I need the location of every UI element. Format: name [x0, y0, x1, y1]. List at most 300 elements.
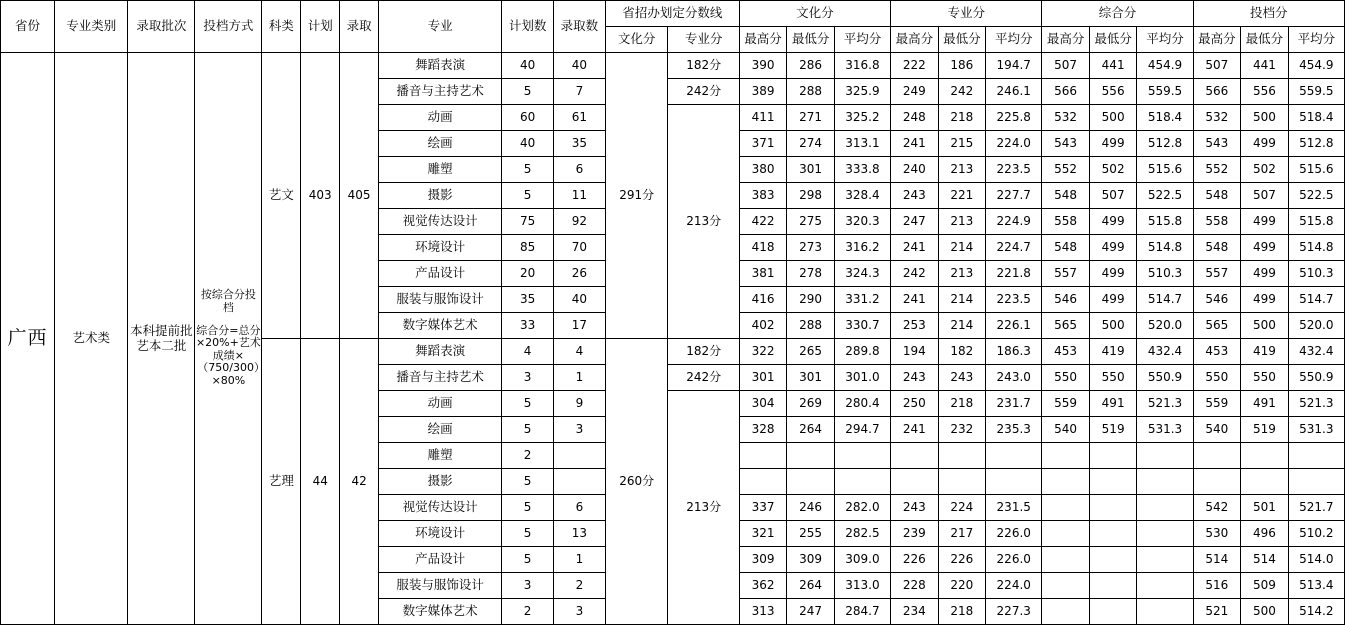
cell-culture-min: 264	[787, 417, 835, 443]
col-line-culture: 文化分	[605, 27, 668, 53]
cell-method: 按综合分投档 综合分=总分×20%+艺术成绩×（750/300）×80%	[195, 53, 262, 625]
cell-major-avg: 246.1	[986, 79, 1042, 105]
cell-filing-max: 548	[1193, 235, 1241, 261]
cell-major-name: 绘画	[379, 131, 502, 157]
cell-major-name: 服装与服饰设计	[379, 287, 502, 313]
cell-filing-max: 514	[1193, 547, 1241, 573]
cell-comp-avg	[1137, 547, 1193, 573]
cell-culture-avg: 325.9	[834, 79, 890, 105]
cell-culture-max: 402	[739, 313, 787, 339]
cell-plan-count: 3	[502, 573, 554, 599]
cell-culture-avg: 330.7	[834, 313, 890, 339]
cell-major-max: 242	[891, 261, 939, 287]
cell-comp-avg	[1137, 469, 1193, 495]
col-major: 专业	[379, 1, 502, 53]
cell-comp-min: 419	[1089, 339, 1137, 365]
cell-filing-avg: 454.9	[1288, 53, 1344, 79]
col-admitted-count: 录取数	[554, 1, 606, 53]
cell-comp-max	[1042, 521, 1090, 547]
col-major-avg: 平均分	[986, 27, 1042, 53]
cell-culture-avg: 309.0	[834, 547, 890, 573]
cell-comp-min: 500	[1089, 105, 1137, 131]
col-subject: 科类	[262, 1, 301, 53]
cell-major-avg: 224.7	[986, 235, 1042, 261]
cell-admitted-count: 7	[554, 79, 606, 105]
cell-admitted-count: 13	[554, 521, 606, 547]
cell-culture-max: 322	[739, 339, 787, 365]
cell-culture-avg: 325.2	[834, 105, 890, 131]
cell-major-min: 213	[938, 261, 986, 287]
cell-filing-min: 556	[1241, 79, 1289, 105]
cell-major-name: 播音与主持艺术	[379, 79, 502, 105]
cell-major-min: 221	[938, 183, 986, 209]
cell-culture-avg: 282.0	[834, 495, 890, 521]
cell-filing-min: 507	[1241, 183, 1289, 209]
col-province: 省份	[1, 1, 55, 53]
cell-major-min: 232	[938, 417, 986, 443]
cell-comp-avg	[1137, 443, 1193, 469]
cell-filing-min	[1241, 469, 1289, 495]
cell-comp-max: 558	[1042, 209, 1090, 235]
cell-filing-avg: 515.6	[1288, 157, 1344, 183]
cell-filing-min: 519	[1241, 417, 1289, 443]
col-plan: 计划	[301, 1, 340, 53]
cell-major-max	[891, 469, 939, 495]
col-batch: 录取批次	[128, 1, 195, 53]
cell-filing-max	[1193, 443, 1241, 469]
cell-comp-avg	[1137, 573, 1193, 599]
col-filing-avg: 平均分	[1288, 27, 1344, 53]
cell-plan-count: 5	[502, 495, 554, 521]
cell-admitted-count: 9	[554, 391, 606, 417]
cell-major-max: 243	[891, 365, 939, 391]
cell-admitted-count	[554, 443, 606, 469]
cell-subject: 艺文	[262, 53, 301, 339]
cell-comp-min: 502	[1089, 157, 1137, 183]
cell-comp-min	[1089, 599, 1137, 625]
cell-major-min: 242	[938, 79, 986, 105]
cell-filing-avg: 521.7	[1288, 495, 1344, 521]
cell-major-min: 220	[938, 573, 986, 599]
cell-filing-avg: 512.8	[1288, 131, 1344, 157]
cell-major-avg: 225.8	[986, 105, 1042, 131]
cell-filing-avg: 550.9	[1288, 365, 1344, 391]
cell-culture-max: 422	[739, 209, 787, 235]
col-filing-min: 最低分	[1241, 27, 1289, 53]
cell-comp-avg	[1137, 495, 1193, 521]
cell-comp-avg: 514.8	[1137, 235, 1193, 261]
cell-major-max: 240	[891, 157, 939, 183]
cell-culture-min: 247	[787, 599, 835, 625]
cell-filing-min: 500	[1241, 313, 1289, 339]
cell-culture-min: 288	[787, 313, 835, 339]
cell-major-max: 241	[891, 287, 939, 313]
cell-major-name: 环境设计	[379, 521, 502, 547]
cell-line-culture: 291分	[605, 53, 668, 339]
cell-major-name: 摄影	[379, 469, 502, 495]
cell-comp-max	[1042, 573, 1090, 599]
cell-major-avg: 226.0	[986, 521, 1042, 547]
cell-filing-avg: 510.2	[1288, 521, 1344, 547]
cell-major-max: 243	[891, 183, 939, 209]
cell-comp-avg: 518.4	[1137, 105, 1193, 131]
cell-culture-avg: 280.4	[834, 391, 890, 417]
cell-major-name: 服装与服饰设计	[379, 573, 502, 599]
cell-major-min: 182	[938, 339, 986, 365]
cell-major-max: 250	[891, 391, 939, 417]
cell-group-admitted: 405	[340, 53, 379, 339]
cell-filing-avg: 559.5	[1288, 79, 1344, 105]
cell-admitted-count: 92	[554, 209, 606, 235]
cell-major-max: 241	[891, 131, 939, 157]
cell-filing-min: 499	[1241, 131, 1289, 157]
col-major-max: 最高分	[891, 27, 939, 53]
cell-major-max: 241	[891, 235, 939, 261]
cell-major-min: 214	[938, 235, 986, 261]
col-comprehensive-scores: 综合分	[1042, 1, 1193, 27]
cell-comp-max: 507	[1042, 53, 1090, 79]
cell-line-major: 213分	[668, 391, 739, 625]
cell-plan-count: 85	[502, 235, 554, 261]
cell-culture-avg: 324.3	[834, 261, 890, 287]
col-provincial-lines: 省招办划定分数线	[605, 1, 739, 27]
cell-comp-min: 519	[1089, 417, 1137, 443]
cell-filing-min: 502	[1241, 157, 1289, 183]
cell-culture-min: 273	[787, 235, 835, 261]
cell-culture-min	[787, 469, 835, 495]
col-culture-scores: 文化分	[739, 1, 890, 27]
cell-major-avg: 194.7	[986, 53, 1042, 79]
cell-culture-avg: 284.7	[834, 599, 890, 625]
cell-filing-min: 500	[1241, 105, 1289, 131]
cell-comp-max	[1042, 599, 1090, 625]
cell-filing-max: 546	[1193, 287, 1241, 313]
cell-comp-avg: 512.8	[1137, 131, 1193, 157]
cell-major-name: 舞蹈表演	[379, 339, 502, 365]
col-method: 投档方式	[195, 1, 262, 53]
cell-major-avg: 224.0	[986, 573, 1042, 599]
cell-comp-max: 546	[1042, 287, 1090, 313]
cell-plan-count: 5	[502, 521, 554, 547]
cell-culture-avg: 282.5	[834, 521, 890, 547]
cell-plan-count: 20	[502, 261, 554, 287]
cell-filing-avg: 513.4	[1288, 573, 1344, 599]
cell-culture-avg: 301.0	[834, 365, 890, 391]
header-row-1	[1, 1, 1345, 27]
cell-major-min: 217	[938, 521, 986, 547]
cell-culture-min: 264	[787, 573, 835, 599]
cell-comp-max: 543	[1042, 131, 1090, 157]
cell-major-avg	[986, 443, 1042, 469]
cell-major-max: 248	[891, 105, 939, 131]
cell-culture-avg: 313.0	[834, 573, 890, 599]
cell-major-avg: 231.7	[986, 391, 1042, 417]
cell-comp-max	[1042, 469, 1090, 495]
cell-filing-max: 542	[1193, 495, 1241, 521]
cell-group-plan: 44	[301, 339, 340, 625]
cell-culture-avg: 328.4	[834, 183, 890, 209]
cell-filing-max: 453	[1193, 339, 1241, 365]
cell-plan-count: 5	[502, 547, 554, 573]
cell-comp-avg: 510.3	[1137, 261, 1193, 287]
cell-filing-avg: 432.4	[1288, 339, 1344, 365]
cell-admitted-count: 2	[554, 573, 606, 599]
cell-major-min: 214	[938, 287, 986, 313]
cell-comp-min	[1089, 547, 1137, 573]
cell-culture-min: 275	[787, 209, 835, 235]
cell-filing-avg: 518.4	[1288, 105, 1344, 131]
cell-culture-max: 411	[739, 105, 787, 131]
cell-plan-count: 4	[502, 339, 554, 365]
cell-comp-min: 550	[1089, 365, 1137, 391]
cell-filing-avg	[1288, 443, 1344, 469]
cell-culture-max: 362	[739, 573, 787, 599]
cell-culture-min: 255	[787, 521, 835, 547]
cell-major-max: 247	[891, 209, 939, 235]
col-comp-min: 最低分	[1089, 27, 1137, 53]
cell-culture-max: 380	[739, 157, 787, 183]
cell-major-avg: 231.5	[986, 495, 1042, 521]
table-body	[1, 53, 1345, 625]
cell-admitted-count: 3	[554, 599, 606, 625]
cell-major-name: 环境设计	[379, 235, 502, 261]
cell-major-min: 243	[938, 365, 986, 391]
cell-comp-avg: 550.9	[1137, 365, 1193, 391]
cell-major-min: 213	[938, 157, 986, 183]
cell-comp-min	[1089, 469, 1137, 495]
cell-major-max: 243	[891, 495, 939, 521]
cell-major-max: 239	[891, 521, 939, 547]
cell-major-name: 雕塑	[379, 157, 502, 183]
cell-filing-avg: 531.3	[1288, 417, 1344, 443]
cell-culture-min: 278	[787, 261, 835, 287]
cell-culture-max: 337	[739, 495, 787, 521]
col-plan-count: 计划数	[502, 1, 554, 53]
col-major-category: 专业类别	[55, 1, 128, 53]
cell-culture-max: 321	[739, 521, 787, 547]
cell-comp-min: 441	[1089, 53, 1137, 79]
cell-major-name: 数字媒体艺术	[379, 599, 502, 625]
cell-major-name: 动画	[379, 391, 502, 417]
cell-major-name: 摄影	[379, 183, 502, 209]
cell-comp-min: 491	[1089, 391, 1137, 417]
cell-filing-max: 566	[1193, 79, 1241, 105]
cell-comp-min: 556	[1089, 79, 1137, 105]
cell-filing-min: 499	[1241, 261, 1289, 287]
table-row	[1, 53, 1345, 79]
cell-comp-max: 557	[1042, 261, 1090, 287]
cell-culture-min: 309	[787, 547, 835, 573]
cell-major-min: 218	[938, 391, 986, 417]
cell-comp-min: 499	[1089, 287, 1137, 313]
cell-comp-max: 566	[1042, 79, 1090, 105]
col-major-min: 最低分	[938, 27, 986, 53]
cell-culture-avg: 320.3	[834, 209, 890, 235]
cell-filing-min: 500	[1241, 599, 1289, 625]
cell-admitted-count: 26	[554, 261, 606, 287]
cell-filing-min: 491	[1241, 391, 1289, 417]
cell-comp-avg: 514.7	[1137, 287, 1193, 313]
cell-culture-max	[739, 469, 787, 495]
cell-plan-count: 5	[502, 183, 554, 209]
cell-major-min: 218	[938, 599, 986, 625]
cell-major-avg	[986, 469, 1042, 495]
cell-culture-min: 286	[787, 53, 835, 79]
cell-major-max	[891, 443, 939, 469]
cell-filing-avg	[1288, 469, 1344, 495]
cell-comp-avg: 531.3	[1137, 417, 1193, 443]
cell-admitted-count: 1	[554, 365, 606, 391]
cell-comp-min: 500	[1089, 313, 1137, 339]
cell-filing-max: 507	[1193, 53, 1241, 79]
col-comp-avg: 平均分	[1137, 27, 1193, 53]
cell-comp-avg	[1137, 521, 1193, 547]
cell-culture-max: 390	[739, 53, 787, 79]
cell-plan-count: 5	[502, 391, 554, 417]
cell-batch: 本科提前批 艺本二批	[128, 53, 195, 625]
cell-major-min	[938, 443, 986, 469]
cell-comp-max: 552	[1042, 157, 1090, 183]
cell-filing-max: 550	[1193, 365, 1241, 391]
cell-comp-avg: 522.5	[1137, 183, 1193, 209]
cell-culture-avg: 289.8	[834, 339, 890, 365]
cell-line-major: 182分	[668, 53, 739, 79]
cell-major-avg: 226.0	[986, 547, 1042, 573]
cell-major-name: 动画	[379, 105, 502, 131]
cell-plan-count: 2	[502, 443, 554, 469]
cell-admitted-count: 11	[554, 183, 606, 209]
cell-admitted-count: 70	[554, 235, 606, 261]
cell-major-name: 雕塑	[379, 443, 502, 469]
cell-filing-avg: 522.5	[1288, 183, 1344, 209]
cell-culture-avg: 313.1	[834, 131, 890, 157]
cell-major-max: 222	[891, 53, 939, 79]
cell-plan-count: 33	[502, 313, 554, 339]
col-filing-scores: 投档分	[1193, 1, 1344, 27]
cell-major-min: 215	[938, 131, 986, 157]
cell-culture-min: 246	[787, 495, 835, 521]
cell-major-avg: 224.9	[986, 209, 1042, 235]
cell-filing-min: 501	[1241, 495, 1289, 521]
cell-plan-count: 35	[502, 287, 554, 313]
cell-filing-max: 557	[1193, 261, 1241, 287]
cell-admitted-count: 17	[554, 313, 606, 339]
cell-filing-max: 548	[1193, 183, 1241, 209]
cell-culture-max: 383	[739, 183, 787, 209]
cell-major-max: 253	[891, 313, 939, 339]
cell-group-admitted: 42	[340, 339, 379, 625]
cell-major-min	[938, 469, 986, 495]
cell-comp-max: 532	[1042, 105, 1090, 131]
cell-province: 广西	[1, 53, 55, 625]
cell-admitted-count: 3	[554, 417, 606, 443]
cell-culture-max: 381	[739, 261, 787, 287]
cell-filing-max: 558	[1193, 209, 1241, 235]
cell-culture-min: 301	[787, 365, 835, 391]
cell-major-max: 234	[891, 599, 939, 625]
cell-comp-avg: 521.3	[1137, 391, 1193, 417]
cell-culture-min	[787, 443, 835, 469]
cell-culture-min: 269	[787, 391, 835, 417]
col-major-scores: 专业分	[891, 1, 1042, 27]
cell-line-major: 242分	[668, 365, 739, 391]
cell-comp-min: 507	[1089, 183, 1137, 209]
cell-culture-avg: 316.8	[834, 53, 890, 79]
cell-filing-min	[1241, 443, 1289, 469]
cell-comp-min: 499	[1089, 235, 1137, 261]
cell-comp-min: 499	[1089, 209, 1137, 235]
col-line-major: 专业分	[668, 27, 739, 53]
cell-culture-max: 309	[739, 547, 787, 573]
cell-culture-min: 301	[787, 157, 835, 183]
cell-filing-avg: 515.8	[1288, 209, 1344, 235]
cell-comp-avg: 454.9	[1137, 53, 1193, 79]
cell-filing-avg: 514.0	[1288, 547, 1344, 573]
cell-plan-count: 5	[502, 79, 554, 105]
cell-major-category: 艺术类	[55, 53, 128, 625]
cell-culture-max: 418	[739, 235, 787, 261]
cell-comp-avg	[1137, 599, 1193, 625]
cell-culture-max: 328	[739, 417, 787, 443]
cell-comp-avg: 520.0	[1137, 313, 1193, 339]
cell-comp-max	[1042, 443, 1090, 469]
cell-filing-max: 521	[1193, 599, 1241, 625]
cell-major-avg: 221.8	[986, 261, 1042, 287]
cell-plan-count: 3	[502, 365, 554, 391]
cell-filing-max: 540	[1193, 417, 1241, 443]
cell-culture-min: 290	[787, 287, 835, 313]
cell-comp-min	[1089, 443, 1137, 469]
cell-comp-min	[1089, 573, 1137, 599]
cell-major-min: 186	[938, 53, 986, 79]
cell-filing-avg: 520.0	[1288, 313, 1344, 339]
cell-comp-avg: 559.5	[1137, 79, 1193, 105]
cell-filing-min: 419	[1241, 339, 1289, 365]
cell-major-min: 226	[938, 547, 986, 573]
cell-filing-min: 499	[1241, 235, 1289, 261]
cell-filing-min: 514	[1241, 547, 1289, 573]
col-admitted: 录取	[340, 1, 379, 53]
cell-major-name: 绘画	[379, 417, 502, 443]
cell-major-avg: 223.5	[986, 157, 1042, 183]
cell-major-avg: 224.0	[986, 131, 1042, 157]
cell-filing-avg: 514.8	[1288, 235, 1344, 261]
cell-comp-max: 453	[1042, 339, 1090, 365]
cell-major-name: 产品设计	[379, 261, 502, 287]
cell-culture-min: 265	[787, 339, 835, 365]
cell-admitted-count: 40	[554, 287, 606, 313]
cell-major-min: 224	[938, 495, 986, 521]
cell-major-name: 舞蹈表演	[379, 53, 502, 79]
cell-major-avg: 226.1	[986, 313, 1042, 339]
cell-plan-count: 5	[502, 157, 554, 183]
cell-filing-avg: 514.2	[1288, 599, 1344, 625]
cell-plan-count: 5	[502, 417, 554, 443]
col-culture-max: 最高分	[739, 27, 787, 53]
cell-culture-avg	[834, 443, 890, 469]
cell-culture-avg	[834, 469, 890, 495]
col-comp-max: 最高分	[1042, 27, 1090, 53]
cell-plan-count: 75	[502, 209, 554, 235]
cell-major-name: 产品设计	[379, 547, 502, 573]
cell-major-min: 218	[938, 105, 986, 131]
cell-admitted-count: 40	[554, 53, 606, 79]
cell-major-name: 播音与主持艺术	[379, 365, 502, 391]
cell-admitted-count	[554, 469, 606, 495]
cell-comp-max: 540	[1042, 417, 1090, 443]
cell-plan-count: 2	[502, 599, 554, 625]
cell-major-avg: 243.0	[986, 365, 1042, 391]
